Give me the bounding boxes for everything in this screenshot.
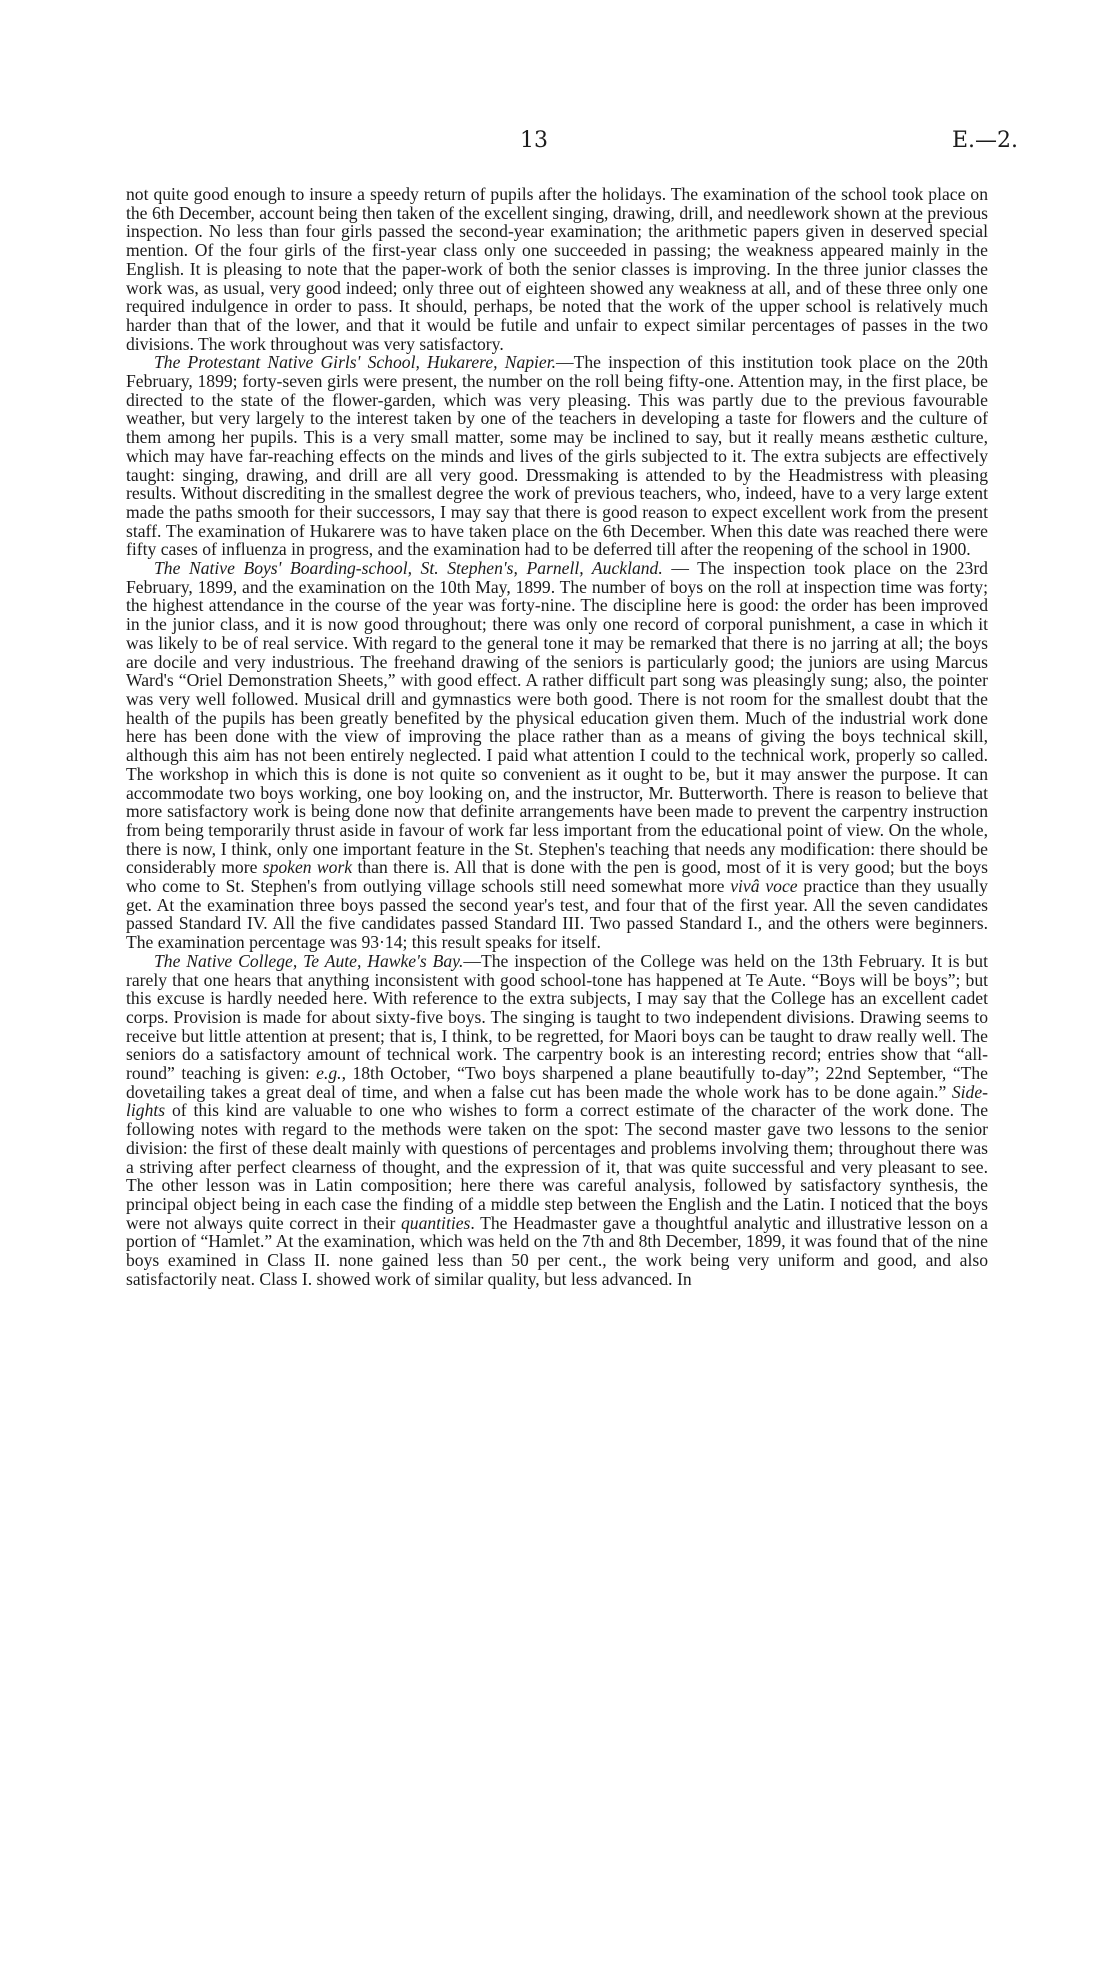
paragraph-heading: The Native Boys' Boarding-school, St. Stephen's, Parnell, Auckland. <box>154 558 663 579</box>
paragraph-text: not quite good enough to insure a speedy return of pupils after the holidays. The examination of the school took place on the 6th December, account being then taken of the excellent singing, drawing, drill, and needlework shown at the previous inspection. No less than four girls passed the second-year examination; the arithmetic papers given in deserved special mention. Of the four girls of the first-year class only one succeeded in passing; the weakness appeared mainly in the English. It is pleasing to note that the paper-work of both the senior classes is improving. In the three junior classes the work was, as usual, very good indeed; only three out of eighteen showed any weakness at all, and of these three only one required indulgence in order to pass. It should, perhaps, be noted that the work of the upper school is relatively much harder than that of the lower, and that it would be futile and unfair to expect similar percentages of passes in the two divisions. The work throughout was very satisfactory. <box>126 184 988 354</box>
paragraph-text: of this kind are valuable to one who wishes to form a correct estimate of the character of the work done. The following notes with regard to the methods were taken on the spot: The second master gave two lessons to the senior division: the first of these dealt mainly with questions of percentages and problems involving them; throughout there was a striving after perfect clearness of thought, and the expression of it, that was quite successful and very pleasant to see. The other lesson was in Latin composition; here there was careful analysis, followed by satisfactory synthesis, the principal object being in each case the finding of a middle step between the English and the Latin. I noticed that the boys were not always quite correct in their <box>126 1100 988 1233</box>
paragraph-text: — The inspection took place on the 23rd February, 1899, and the examination on the 10th May, 1899. The number of boys on the roll at inspection time was forty; the highest attendance in the course of the year was forty-nine. The discipline here is good: the order has been improved in the junior class, and it is now good throughout; there was only one record of corporal punishment, a case in which it was likely to be of real service. With regard to the general tone it may be remarked that there is no jarring at all; the boys are docile and very industrious. The freehand drawing of the seniors is particularly good; the juniors are using Marcus Ward's “Oriel Demonstration Sheets,” with good effect. A rather difficult part song was pleasingly sung; also, the pointer was very well followed. Musical drill and gymnastics were both good. There is not room for the smallest doubt that the health of the pupils has been greatly benefited by the physical education given them. Much of the industrial work done here has been done with the view of improving the place rather than as a means of giving the boys technical skill, although this aim has not been entirely neglected. I paid what attention I could to the technical work, properly so called. The workshop in which this is done is not quite so convenient as it ought to be, but it may answer the purpose. It can accommodate two boys working, one boy looking on, and the instructor, Mr. Butterworth. There is reason to believe that more satisfactory work is being done now that definite arrangements have been made to prevent the carpentry instruction from being temporarily thrust aside in favour of work far less important from the educational point of view. On the whole, there is now, I think, only one important feature in the St. Stephen's teaching that needs any modification: there should be considerably more <box>126 558 988 878</box>
document-body <box>126 185 988 1288</box>
paragraph-text: practice than they usually get. At the examination three boys passed the second year's test, and four that of the first year. All the seven candidates passed Standard IV. All the five candidates passed Standard III. Two passed Standard I., and the others were beginners. The examination percentage was 93·14; this result speaks for itself. <box>126 876 988 953</box>
emphasis-text: e.g. <box>316 1063 342 1084</box>
emphasis-text: Side-lights <box>126 1081 988 1121</box>
paragraph-continuation <box>126 185 988 353</box>
emphasis-text: vivâ voce <box>730 876 798 897</box>
paragraph-heading: The Protestant Native Girls' School, Hukarere, Napier. <box>154 352 557 373</box>
emphasis-text: spoken work <box>262 857 353 878</box>
paragraph-text: than there is. All that is done with the pen is good, most of it is very good; but the boys who come to St. Stephen's from outlying village schools still need somewhat more <box>126 857 988 897</box>
section-code: E.—2. <box>951 128 1018 153</box>
paragraph-te-aute <box>126 952 988 1289</box>
paragraph-heading: The Native College, Te Aute, Hawke's Bay. <box>154 950 464 971</box>
page-header <box>0 128 1114 168</box>
page-number: 13 <box>520 128 548 153</box>
paragraph-text: —The inspection of the College was held on the 13th February. It is but rarely that one hears that anything inconsistent with good school-tone has happened at Te Aute. “Boys will be boys”; but this excuse is hardly needed here. With reference to the extra subjects, I may say that the College has an excellent cadet corps. Provision is made for about sixty-five boys. The singing is taught to two independent divisions. Drawing seems to receive but little attention at present; that is, I think, to be regretted, for Maori boys can be taught to draw really well. The seniors do a satisfactory amount of technical work. The carpentry book is an interesting record; entries show that “all-round” teaching is given: <box>126 950 988 1084</box>
paragraph-text: , 18th October, “Two boys sharpened a plane beautifully to-day”; 22nd September, “The dovetailing takes a great deal of time, and when a false cut has been made the whole work has to be done again.” <box>126 1063 988 1102</box>
paragraph-text: —The inspection of this institution took place on the 20th February, 1899; forty-seven girls were present, the number on the roll being fifty-one. Attention may, in the first place, be directed to the state of the flower-garden, which was very pleasing. This was partly due to the previous favourable weather, but very largely to the interest taken by one of the teachers in developing a taste for flowers and the culture of them among her pupils. This is a very small matter, some may be inclined to say, but it really means æsthetic culture, which may have far-reaching effects on the minds and lives of the girls subjected to it. The extra subjects are effectively taught: singing, drawing, and drill are all very good. Dressmaking is attended to by the Headmistress with pleasing results. Without discrediting in the smallest degree the work of previous teachers, who, indeed, have to a very large extent made the paths smooth for their successors, I may say that there is good reason to expect excellent work from the present staff. The examination of Hukarere was to have taken place on the 6th December. When this date was reached there were fifty cases of influenza in progress, and the examination had to be deferred till after the reopening of the school in 1900. <box>126 352 988 560</box>
paragraph-text: . The Headmaster gave a thoughtful analytic and illustrative lesson on a portion of “Hamlet.” At the examination, which was held on the 7th and 8th December, 1899, it was found that of the nine boys examined in Class II. none gained less than 50 per cent., the work being very uniform and good, and also satisfactorily neat. Class I. showed work of similar quality, but less advanced. In <box>126 1212 988 1289</box>
emphasis-text: quantities <box>400 1212 471 1233</box>
paragraph-hukarere <box>126 353 988 559</box>
paragraph-st-stephens <box>126 559 988 952</box>
